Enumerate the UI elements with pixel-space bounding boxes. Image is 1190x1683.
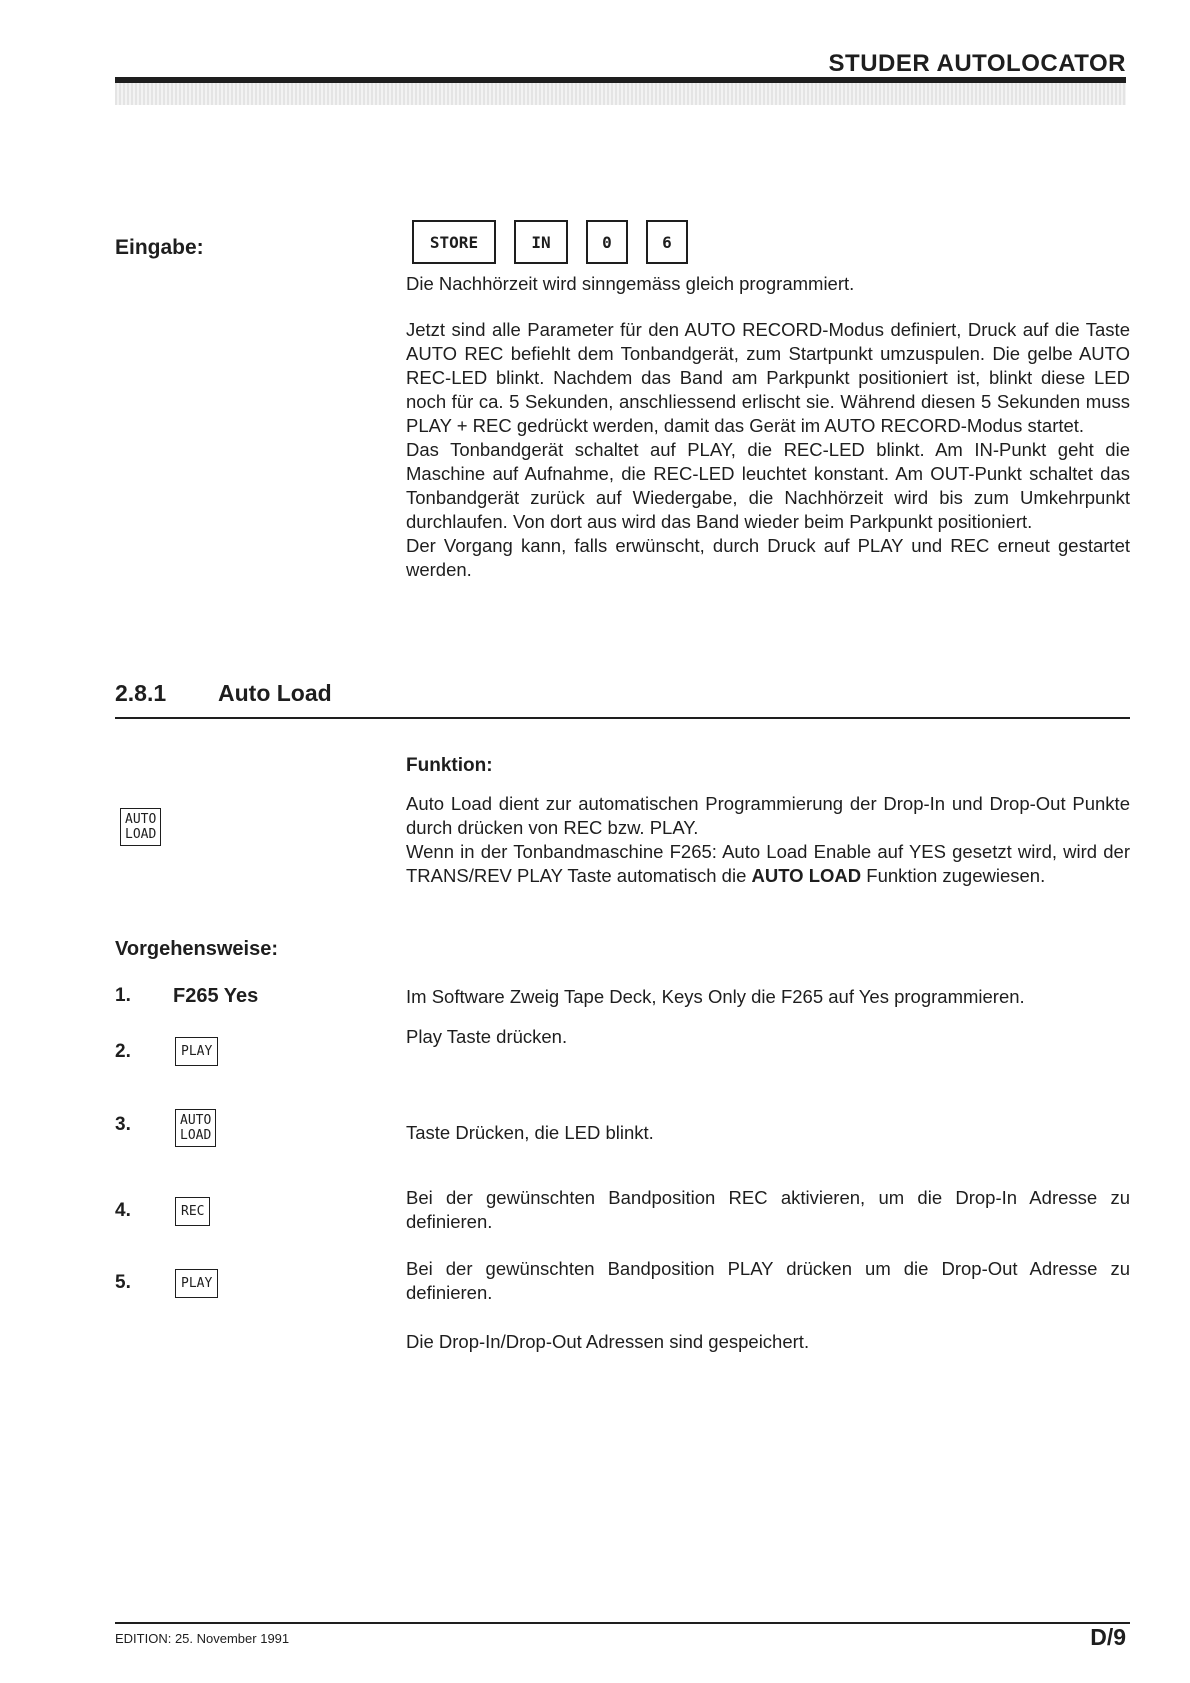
paragraph: Das Tonbandgerät schaltet auf PLAY, die REC-LED blinkt. Am IN-Punkt geht die Maschine auf Aufnahme, die REC-LED leuchtet konstant. Am OUT-Punkt schaltet das Tonbandgerät zurück auf Wiedergabe, die Nachhörzeit wird bis zum Umkehrpunkt durchlaufen. Von dort aus wird das Band wieder beim Parkpunkt positioniert.: [406, 439, 1130, 532]
auto-load-key-icon: [175, 1109, 216, 1147]
footer-rule: [115, 1622, 1130, 1624]
closing-text: Die Drop-In/Drop-Out Adressen sind gespeichert.: [406, 1331, 810, 1352]
key-line: LOAD: [180, 1128, 212, 1143]
eingabe-label: Eingabe:: [115, 236, 204, 259]
step-number: 5.: [115, 1272, 131, 1293]
paragraph: Jetzt sind alle Parameter für den AUTO RECORD-Modus definiert, Druck auf die Taste AUTO REC befiehlt dem Tonbandgerät, zum Startpunkt umzuspulen. Die gelbe AUTO REC-LED blinkt. Nachdem das Band am Parkpunkt positioniert ist, blinkt diese LED noch für ca. 5 Sekunden, anschliessend erlischt sie. Während diesen 5 Sekunden muss PLAY + REC gedrückt werden, damit das Gerät im AUTO RECORD-Modus startet.: [406, 319, 1130, 436]
page-number: D/9: [1090, 1624, 1126, 1650]
step-text: Taste Drücken, die LED blinkt.: [406, 1122, 654, 1143]
funktion-text: [406, 792, 1130, 888]
step-text: Bei der gewünschten Bandposition PLAY drücken um die Drop-Out Adresse zu definieren.: [406, 1258, 1130, 1303]
rec-key-icon: REC: [175, 1197, 210, 1226]
key-0: 0: [586, 220, 628, 264]
play-key-icon: PLAY: [175, 1037, 218, 1066]
text-run: Wenn in der Tonbandmaschine F265: Auto Load Enable auf YES gesetzt wird, wird der TRANS/REV PLAY Taste automatisch die: [406, 841, 1130, 886]
key-line: AUTO: [125, 812, 157, 827]
edition-date: EDITION: 25. November 1991: [115, 1631, 290, 1646]
step-number: 4.: [115, 1200, 131, 1221]
step-number: 2.: [115, 1041, 131, 1062]
step-setting: F265 Yes: [173, 985, 259, 1007]
step-text: Play Taste drücken.: [406, 1026, 568, 1047]
header-band: [115, 83, 1126, 105]
step-text: Im Software Zweig Tape Deck, Keys Only die F265 auf Yes programmieren.: [406, 986, 1025, 1007]
key-line: AUTO: [180, 1113, 212, 1128]
paragraph: Auto Load dient zur automatischen Programmierung der Drop-In und Drop-Out Punkte durch drücken von REC bzw. PLAY.: [406, 793, 1130, 838]
key-line: LOAD: [125, 827, 157, 842]
paragraph-nachhoerzeit: Die Nachhörzeit wird sinngemäss gleich programmiert.: [406, 273, 855, 294]
step-number: 1.: [115, 985, 131, 1006]
key-sequence: [412, 220, 688, 264]
auto-load-key-icon: [120, 808, 161, 846]
step-text: Bei der gewünschten Bandposition REC aktivieren, um die Drop-In Adresse zu definieren.: [406, 1187, 1130, 1232]
step-number: 3.: [115, 1114, 131, 1135]
key-6: 6: [646, 220, 688, 264]
paragraph: [406, 840, 1130, 888]
paragraph: Der Vorgang kann, falls erwünscht, durch Druck auf PLAY und REC erneut gestartet werden.: [406, 535, 1130, 580]
funktion-label: Funktion:: [406, 755, 493, 776]
text-run: Funktion zugewiesen.: [861, 865, 1046, 886]
section-number: 2.8.1: [115, 680, 167, 706]
section-rule: [115, 717, 1130, 719]
auto-record-description: [406, 318, 1130, 582]
key-store: STORE: [412, 220, 496, 264]
section-title: Auto Load: [218, 680, 332, 706]
key-in: IN: [514, 220, 568, 264]
bold-auto-load: AUTO LOAD: [751, 865, 862, 886]
document-title: STUDER AUTOLOCATOR: [828, 50, 1126, 77]
play-key-icon: PLAY: [175, 1269, 218, 1298]
procedure-label: Vorgehensweise:: [115, 938, 279, 960]
